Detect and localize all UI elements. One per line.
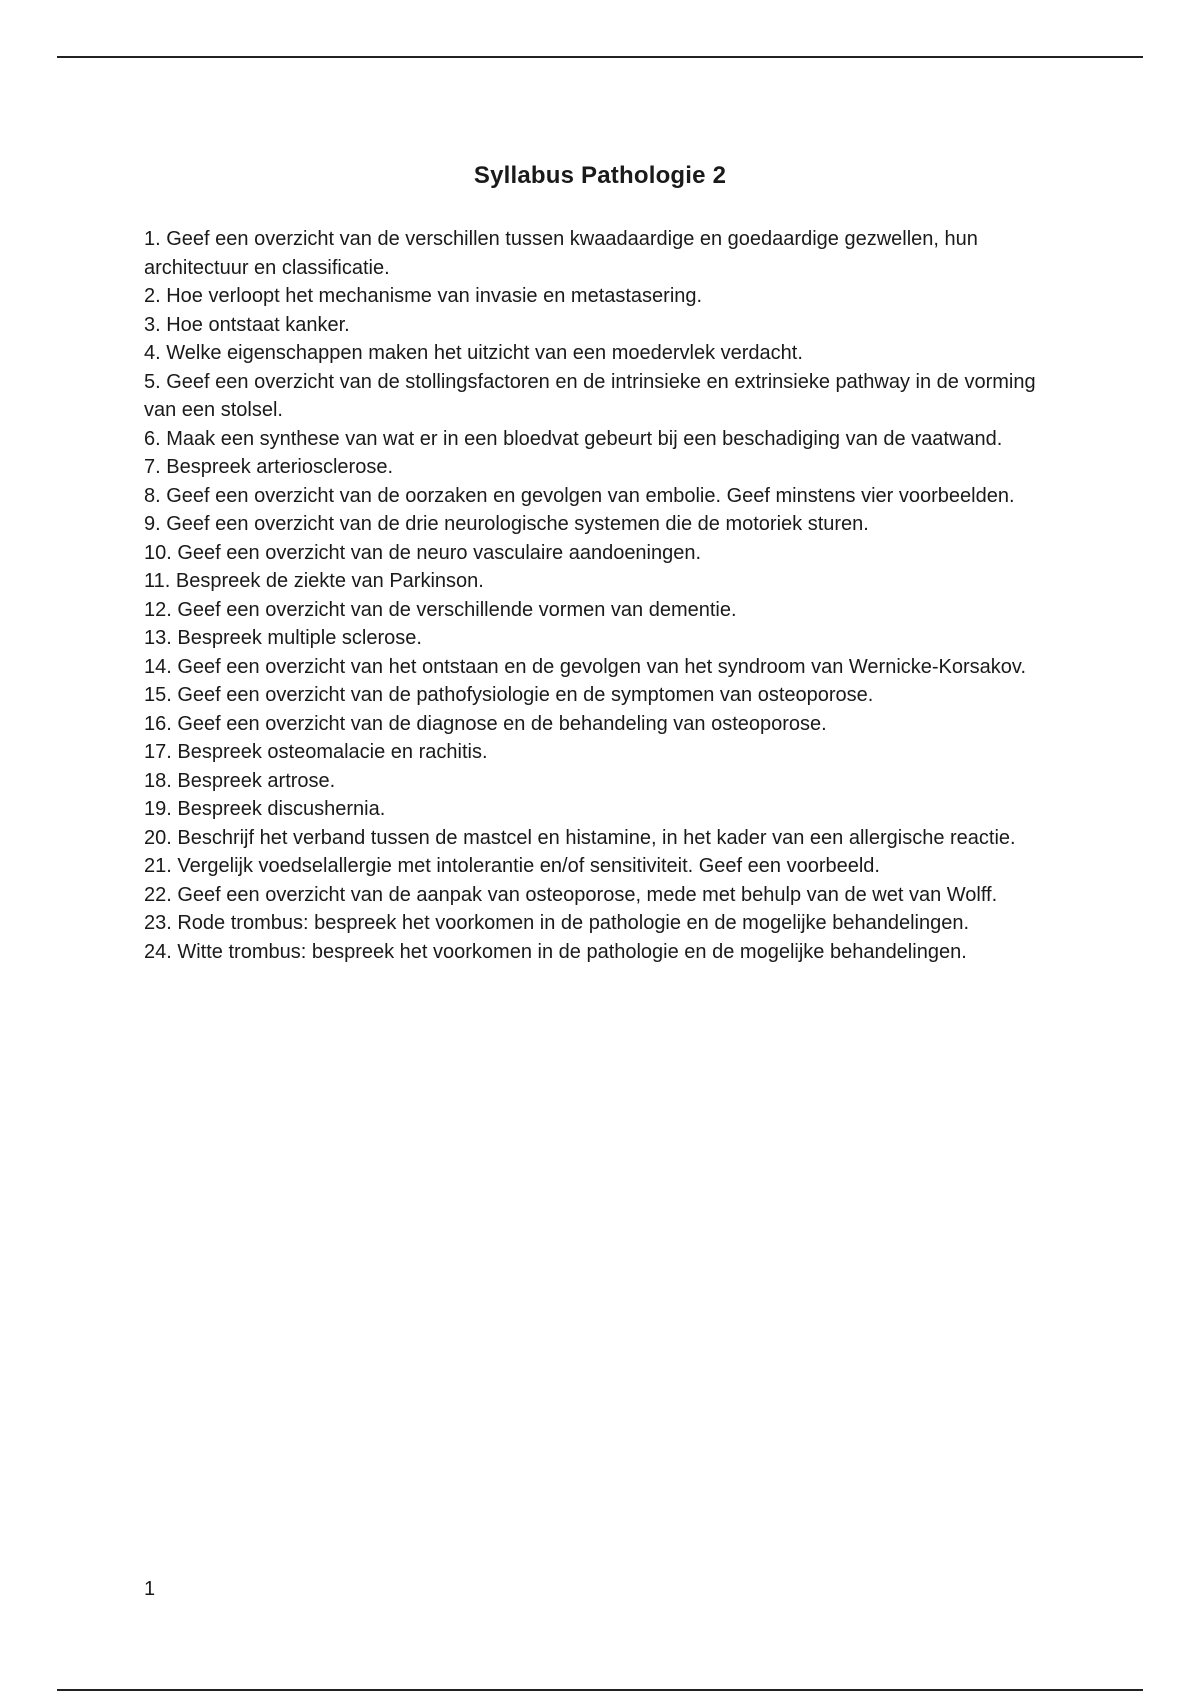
question-item-14: 14. Geef een overzicht van het ontstaan en de gevolgen van het syndroom van Wernicke-Korsakov. <box>144 655 1027 678</box>
question-item-24: 24. Witte trombus: bespreek het voorkomen in de pathologie en de mogelijke behandelingen. <box>144 940 967 963</box>
question-item-10: 10. Geef een overzicht van de neuro vasculaire aandoeningen. <box>144 541 702 564</box>
question-item-5: 5. Geef een overzicht van de stollingsfactoren en de intrinsieke en extrinsieke pathway in de vorming van een stolsel. <box>144 370 1036 421</box>
question-item-23: 23. Rode trombus: bespreek het voorkomen in de pathologie en de mogelijke behandelingen. <box>144 912 969 934</box>
document-title: Syllabus Pathologie 2 <box>473 162 727 190</box>
question-item-19: 19. Bespreek discushernia. <box>144 798 386 820</box>
question-item-11: 11. Bespreek de ziekte van Parkinson. <box>144 570 484 592</box>
header-rule <box>57 56 1143 58</box>
question-list <box>144 225 1064 966</box>
question-item-22: 22. Geef een overzicht van de aanpak van osteoporose, mede met behulp van de wet van Wolff. <box>144 883 998 906</box>
question-item-2: 2. Hoe verloopt het mechanisme van invasie en metastasering. <box>144 285 703 307</box>
page-number: 1 <box>144 1578 156 1600</box>
question-item-12: 12. Geef een overzicht van de verschillende vormen van dementie. <box>144 598 737 621</box>
question-item-3: 3. Hoe ontstaat kanker. <box>144 313 350 336</box>
question-item-6: 6. Maak een synthese van wat er in een bloedvat gebeurt bij een beschadiging van de vaatwand. <box>144 427 1003 450</box>
question-item-18: 18. Bespreek artrose. <box>144 769 336 792</box>
question-item-1: 1. Geef een overzicht van de verschillen tussen kwaadaardige en goedaardige gezwellen, hun architectuur en classificatie. <box>144 228 978 279</box>
question-item-8: 8. Geef een overzicht van de oorzaken en gevolgen van embolie. Geef minstens vier voorbeelden. <box>144 484 1015 507</box>
question-item-16: 16. Geef een overzicht van de diagnose en de behandeling van osteoporose. <box>144 712 827 735</box>
question-item-20: 20. Beschrijf het verband tussen de mastcel en histamine, in het kader van een allergische reactie. <box>144 826 1016 849</box>
footer-rule <box>57 1689 1143 1691</box>
question-item-7: 7. Bespreek arteriosclerose. <box>144 456 394 478</box>
question-item-13: 13. Bespreek multiple sclerose. <box>144 627 422 649</box>
question-item-21: 21. Vergelijk voedselallergie met intolerantie en/of sensitiviteit. Geef een voorbeeld. <box>144 855 880 877</box>
question-item-9: 9. Geef een overzicht van de drie neurologische systemen die de motoriek sturen. <box>144 513 869 535</box>
question-item-4: 4. Welke eigenschappen maken het uitzicht van een moedervlek verdacht. <box>144 342 803 364</box>
question-item-15: 15. Geef een overzicht van de pathofysiologie en de symptomen van osteoporose. <box>144 684 874 706</box>
question-item-17: 17. Bespreek osteomalacie en rachitis. <box>144 741 488 763</box>
